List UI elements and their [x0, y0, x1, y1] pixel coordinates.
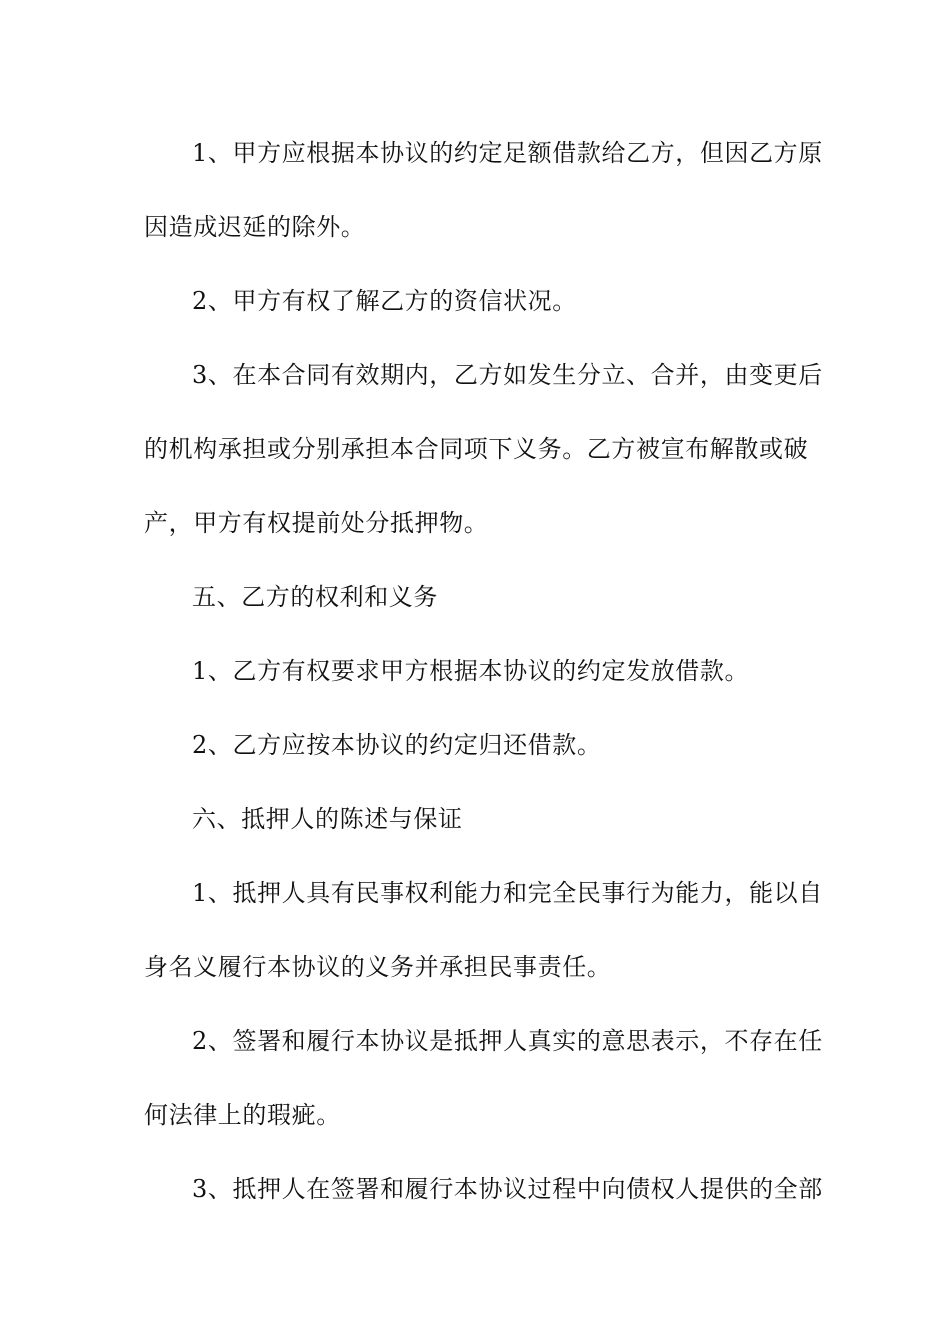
paragraph-line: 的机构承担或分别承担本合同项下义务。乙方被宣布解散或破 [144, 435, 809, 463]
section-heading: 五、乙方的权利和义务 [192, 583, 438, 611]
paragraph-line: 3、抵押人在签署和履行本协议过程中向债权人提供的全部 [192, 1175, 823, 1203]
paragraph-line: 2、签署和履行本协议是抵押人真实的意思表示，不存在任 [192, 1027, 823, 1055]
paragraph-line: 1、乙方有权要求甲方根据本协议的约定发放借款。 [192, 657, 750, 685]
paragraph-line: 2、甲方有权了解乙方的资信状况。 [192, 287, 577, 315]
paragraph-line: 1、甲方应根据本协议的约定足额借款给乙方，但因乙方原 [192, 139, 823, 167]
paragraph-line: 2、乙方应按本协议的约定归还借款。 [192, 731, 602, 759]
paragraph-line: 何法律上的瑕疵。 [144, 1101, 341, 1129]
paragraph-line: 3、在本合同有效期内，乙方如发生分立、合并，由变更后 [192, 361, 823, 389]
paragraph-line: 因造成迟延的除外。 [144, 213, 366, 241]
paragraph-line: 产，甲方有权提前处分抵押物。 [144, 509, 489, 537]
paragraph-line: 1、抵押人具有民事权利能力和完全民事行为能力，能以自 [192, 879, 823, 907]
section-heading: 六、抵押人的陈述与保证 [192, 805, 463, 833]
paragraph-line: 身名义履行本协议的义务并承担民事责任。 [144, 953, 612, 981]
